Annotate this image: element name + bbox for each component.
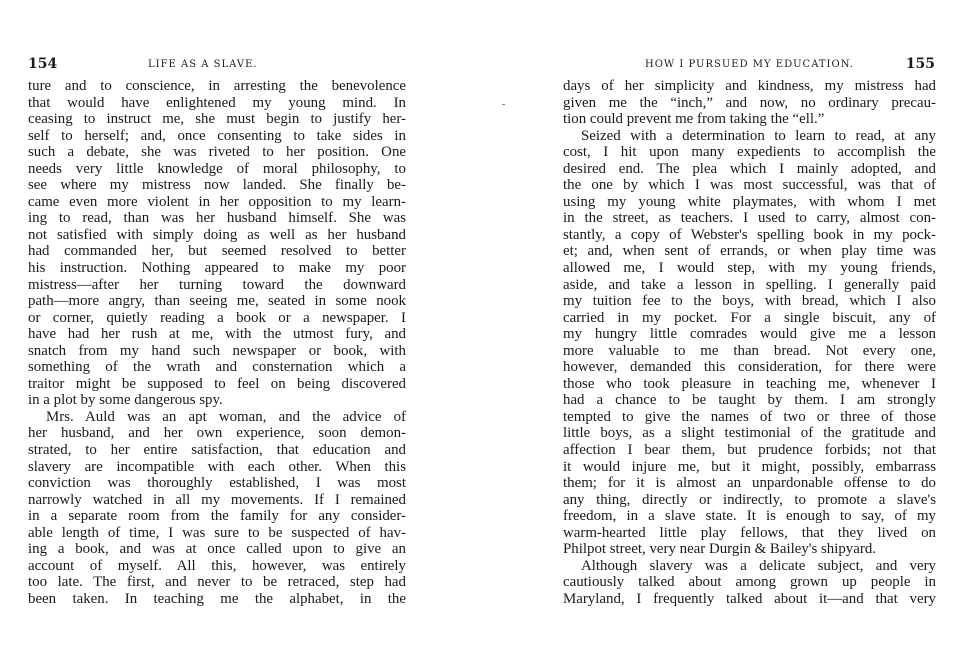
text-line: slavery are incompatible with each other. When this	[28, 458, 406, 475]
text-line: desired end. The plea which I mainly adopted, and	[563, 160, 936, 177]
text-line: freedom, in a slave state. It is enough to say, of my	[563, 508, 936, 525]
left-body-text	[28, 78, 406, 608]
text-line: that would have enlightened my young mind. In	[28, 94, 406, 111]
right-running-head	[563, 56, 935, 78]
text-line: my tuition fee to the boys, with bread, which I also	[563, 293, 936, 310]
text-line: it would injure me, but it might, possibly, embarrass	[563, 458, 936, 475]
text-line: conviction was thoroughly established, I was most	[28, 475, 406, 492]
text-line: given me the “inch,” and now, no ordinary precau-	[563, 94, 936, 111]
text-line: something of the wrath and consternation which a	[28, 359, 406, 376]
text-line: his instruction. Nothing appeared to make my poor	[28, 260, 406, 277]
text-line: strated, to her entire satisfaction, that education and	[28, 442, 406, 459]
text-line: too late. The first, and never to be retraced, step had	[28, 574, 406, 591]
text-line: aside, and take a lesson in spelling. I generally paid	[563, 276, 936, 293]
text-line: cost, I hit upon many expedients to accomplish the	[563, 144, 936, 161]
left-running-head	[28, 56, 408, 78]
text-line: Mrs. Auld was an apt woman, and the advice of	[46, 408, 406, 425]
text-line: Philpot street, very near Durgin & Bailey's shipyard.	[563, 541, 876, 558]
text-line: ceasing to instruct me, she must begin to justify her-	[28, 111, 406, 128]
right-running-title: HOW I PURSUED MY EDUCATION.	[645, 59, 854, 70]
text-line: mistress—after her turning toward the downward	[28, 276, 406, 293]
gutter-mark	[502, 104, 505, 105]
text-line: account of myself. All this, however, was entirely	[28, 557, 406, 574]
text-line: tion could prevent me from taking the “ell.”	[563, 111, 825, 128]
left-running-title: LIFE AS A SLAVE.	[148, 59, 258, 70]
text-line: them; for it is almost an unpardonable offense to do	[563, 475, 936, 492]
text-line: Seized with a determination to learn to read, at any	[581, 127, 936, 144]
text-line: traitor might be supposed to feel on being discovered	[28, 375, 406, 392]
text-line: any thing, directly or indirectly, to promote a slave's	[563, 491, 936, 508]
text-line: have had her rush at me, with the utmost fury, and	[28, 326, 406, 343]
text-line: snatch from my hand such newspaper or book, with	[28, 342, 406, 359]
left-page-number: 154	[28, 56, 58, 72]
text-line: those who took pleasure in teaching me, whenever I	[563, 375, 936, 392]
text-line: her husband, and her own experience, soon demon-	[28, 425, 406, 442]
text-line: self to herself; and, once consenting to take sides in	[28, 127, 406, 144]
text-line: using my young white playmates, with whom I met	[563, 193, 936, 210]
text-line: more valuable to me than bread. Not every one,	[563, 342, 936, 359]
text-line: however, demanded this consideration, for there were	[563, 359, 936, 376]
text-line: been taken. In teaching me the alphabet, in the	[28, 590, 406, 607]
text-line: tempted to give the names of two or three of those	[563, 408, 936, 425]
left-page	[28, 0, 408, 668]
text-line: in a plot by some dangerous spy.	[28, 392, 223, 409]
text-line: my hungry little comrades would give me a lesson	[563, 326, 936, 343]
right-body-text	[563, 78, 936, 608]
text-line: Maryland, I frequently talked about it—and that very	[563, 590, 936, 607]
text-line: carried in my pocket. For a single biscuit, any of	[563, 309, 936, 326]
text-line: et; and, when sent of errands, or when play time was	[563, 243, 936, 260]
text-line: in a separate room from the family for any consider-	[28, 508, 406, 525]
text-line: affection I bear them, but prudence forbids; not that	[563, 442, 936, 459]
text-line: stantly, a copy of Webster's spelling book in my pock-	[563, 226, 936, 243]
text-line: days of her simplicity and kindness, my mistress had	[563, 78, 936, 94]
text-line: in the street, as teachers. I used to carry, almost con-	[563, 210, 936, 227]
text-line: needs very little knowledge of moral philosophy, to	[28, 160, 406, 177]
text-line: cautiously talked about among grown up people in	[563, 574, 936, 591]
text-line: such a debate, she was riveted to her position. One	[28, 144, 406, 161]
text-line: had commanded her, but seemed resolved to better	[28, 243, 406, 260]
right-page-number: 155	[905, 56, 935, 72]
text-line: see where my mistress now landed. She finally be-	[28, 177, 406, 194]
text-line: able length of time, I was sure to be suspected of hav-	[28, 524, 406, 541]
text-line: came even more violent in her opposition to my learn-	[28, 193, 406, 210]
right-page	[563, 0, 935, 668]
text-line: the one by which I was most successful, was that of	[563, 177, 936, 194]
text-line: path—more angry, than seeing me, seated in some nook	[28, 293, 406, 310]
text-line: ing to read, than was her husband himself. She was	[28, 210, 406, 227]
text-line: allowed me, I would step, with my young friends,	[563, 260, 936, 277]
text-line: had a chance to be taught by them. I am strongly	[563, 392, 936, 409]
text-line: or corner, quietly reading a book or a newspaper. I	[28, 309, 406, 326]
text-line: little boys, as a slight testimonial of the gratitude and	[563, 425, 936, 442]
text-line: narrowly watched in all my movements. If I remained	[28, 491, 406, 508]
text-line: warm-hearted little play fellows, that they lived on	[563, 524, 936, 541]
text-line: not satisfied with simply doing as well as her husband	[28, 226, 406, 243]
text-line: Although slavery was a delicate subject, and very	[581, 557, 936, 574]
text-line: ing a book, and was at once called upon to give an	[28, 541, 406, 558]
text-line: ture and to conscience, in arresting the benevolence	[28, 78, 406, 94]
